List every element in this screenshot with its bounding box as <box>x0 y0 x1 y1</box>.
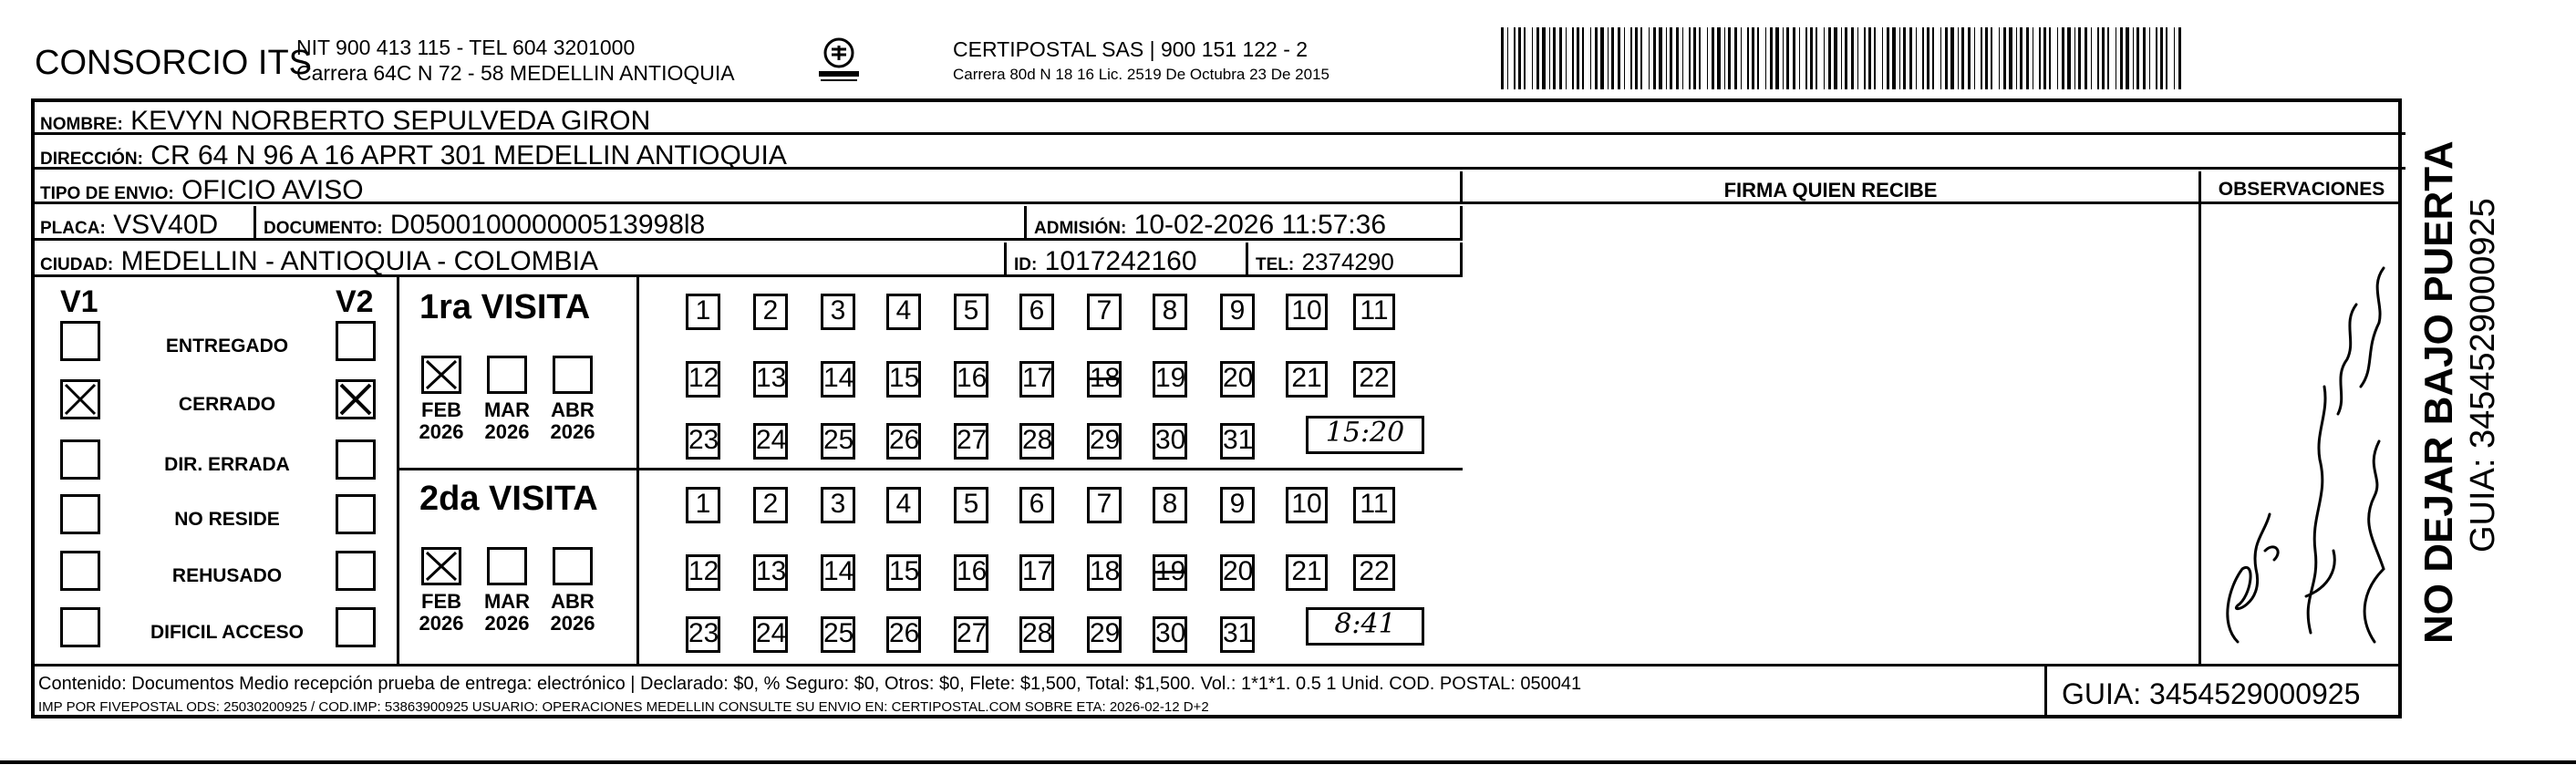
direccion-value: CR 64 N 96 A 16 APRT 301 MEDELLIN ANTIOQUIA <box>150 140 787 170</box>
day-box[interactable]: 16 <box>954 361 988 398</box>
status-label: REHUSADO <box>171 565 283 586</box>
day-box[interactable]: 13 <box>753 361 788 398</box>
placa-value: VSV40D <box>113 210 219 240</box>
day-box[interactable]: 2 <box>753 487 788 523</box>
footer-guia: GUIA: 3454529000925 <box>2044 666 2402 718</box>
day-box[interactable]: 31 <box>1220 616 1255 653</box>
day-box[interactable]: 8 <box>1153 487 1187 523</box>
month-checkbox[interactable] <box>487 547 527 585</box>
day-box[interactable]: 1 <box>686 487 720 523</box>
day-box[interactable]: 15 <box>886 361 921 398</box>
day-box[interactable]: 5 <box>954 487 988 523</box>
day-box[interactable]: 15 <box>886 554 921 591</box>
month-label: FEB 2026 <box>419 398 464 443</box>
month-label: MAR 2026 <box>483 590 531 635</box>
day-box[interactable]: 24 <box>753 616 788 653</box>
day-box[interactable]: 4 <box>886 487 921 523</box>
day-box[interactable]: 9 <box>1220 294 1255 330</box>
day-box[interactable]: 29 <box>1087 423 1122 460</box>
v1-label: V1 <box>60 284 98 319</box>
month-checkbox[interactable] <box>487 356 527 394</box>
day-box[interactable]: 6 <box>1019 294 1054 330</box>
month-checkbox[interactable] <box>553 547 593 585</box>
month-label: MAR 2026 <box>483 398 531 443</box>
day-box[interactable]: 21 <box>1286 554 1328 591</box>
first-visit-time: 15:20 <box>1306 416 1424 454</box>
day-box[interactable]: 24 <box>753 423 788 460</box>
day-box[interactable]: 31 <box>1220 423 1255 460</box>
day-box[interactable]: 1 <box>686 294 720 330</box>
day-box[interactable]: 19 <box>1153 554 1187 591</box>
barcode <box>1501 27 2183 89</box>
day-box[interactable]: 9 <box>1220 487 1255 523</box>
day-box[interactable]: 13 <box>753 554 788 591</box>
day-box[interactable]: 30 <box>1153 423 1187 460</box>
day-box[interactable]: 25 <box>821 423 855 460</box>
day-box[interactable]: 11 <box>1353 294 1395 330</box>
day-box[interactable]: 17 <box>1019 554 1054 591</box>
v2-checkbox[interactable] <box>336 321 376 361</box>
status-label: ENTREGADO <box>165 336 289 356</box>
day-box[interactable]: 5 <box>954 294 988 330</box>
imp-text: IMP POR FIVEPOSTAL ODS: 25030200925 / COD.IMP: 53863900925 USUARIO: OPERACIONES MEDELLIN CONSULTE SU ENVIO EN: CERTIPOSTAL.COM SOBRE ETA: 2026-02-12 D+2 <box>38 699 1209 715</box>
day-box[interactable]: 29 <box>1087 616 1122 653</box>
contenido-text: Contenido: Documentos Medio recepción prueba de entrega: electrónico | Declarado: $0, % Seguro: $0, Otros: $0, Flete: $1,500, Total: $1,500. Vol.: 1*1*1. 0.5 1 Unid. COD. POSTAL: 050041 <box>38 674 1582 694</box>
day-box[interactable]: 18 <box>1087 361 1122 398</box>
day-box[interactable]: 4 <box>886 294 921 330</box>
carrier-address: Carrera 80d N 18 16 Lic. 2519 De Octubra 23 De 2015 <box>953 66 1329 83</box>
day-box[interactable]: 17 <box>1019 361 1054 398</box>
company-name: CONSORCIO ITS <box>35 44 313 82</box>
day-box[interactable]: 22 <box>1353 361 1395 398</box>
day-box[interactable]: 3 <box>821 487 855 523</box>
month-checkbox[interactable] <box>553 356 593 394</box>
day-box[interactable]: 10 <box>1286 294 1328 330</box>
day-box[interactable]: 27 <box>954 423 988 460</box>
day-box[interactable]: 20 <box>1220 361 1255 398</box>
observaciones-area <box>2201 204 2402 664</box>
documento-value: D050010000000513998l8 <box>389 210 706 240</box>
v1-checkbox[interactable] <box>60 379 100 419</box>
tipo-row: TIPO DE ENVIO: OFICIO AVISO <box>35 171 1463 204</box>
day-box[interactable]: 23 <box>686 423 720 460</box>
tel-value: 2374290 <box>1301 248 1394 275</box>
v2-label: V2 <box>336 284 374 319</box>
day-box[interactable]: 2 <box>753 294 788 330</box>
day-box[interactable]: 7 <box>1087 487 1122 523</box>
month-checkbox[interactable] <box>421 356 461 394</box>
status-label: NO RESIDE <box>174 509 280 530</box>
day-box[interactable]: 28 <box>1019 616 1054 653</box>
month-label: FEB 2026 <box>419 590 464 635</box>
status-column <box>35 277 399 664</box>
day-box[interactable]: 21 <box>1286 361 1328 398</box>
second-visit-time: 8:41 <box>1306 607 1424 646</box>
day-box[interactable]: 14 <box>821 361 855 398</box>
day-box[interactable]: 8 <box>1153 294 1187 330</box>
nombre-row: NOMBRE: KEVYN NORBERTO SEPULVEDA GIRON <box>35 102 2405 135</box>
ciudad-value: MEDELLIN - ANTIOQUIA - COLOMBIA <box>120 246 598 276</box>
month-label: ABR 2026 <box>550 590 595 635</box>
placa-row: PLACA: VSV40D DOCUMENTO: D050010000000513998l8 ADMISIÓN: 10-02-2026 11:57:36 <box>35 206 1463 241</box>
day-box[interactable]: 10 <box>1286 487 1328 523</box>
nit-line: NIT 900 413 115 - TEL 604 3201000 <box>296 36 636 59</box>
day-box[interactable]: 27 <box>954 616 988 653</box>
side-guia: GUIA: 3454529000925 <box>2464 198 2502 553</box>
status-label: CERRADO <box>178 394 276 415</box>
bottom-rule <box>0 760 2576 764</box>
day-box[interactable]: 3 <box>821 294 855 330</box>
status-label: DIFICIL ACCESO <box>150 622 304 643</box>
firma-header: FIRMA QUIEN RECIBE <box>1463 171 2201 204</box>
v1-checkbox[interactable] <box>60 607 100 647</box>
id-value: 1017242160 <box>1044 246 1197 276</box>
v2-checkbox[interactable] <box>336 551 376 591</box>
carrier-info <box>953 36 1329 88</box>
carrier-line: CERTIPOSTAL SAS | 900 151 122 - 2 <box>953 37 1309 61</box>
nombre-value: KEVYN NORBERTO SEPULVEDA GIRON <box>130 106 651 136</box>
day-box[interactable]: 19 <box>1153 361 1187 398</box>
v2-checkbox[interactable] <box>336 494 376 534</box>
company-info <box>296 35 735 86</box>
day-box[interactable]: 11 <box>1353 487 1395 523</box>
day-box[interactable]: 7 <box>1087 294 1122 330</box>
day-box[interactable]: 26 <box>886 616 921 653</box>
day-box[interactable]: 26 <box>886 423 921 460</box>
day-box[interactable]: 22 <box>1353 554 1395 591</box>
day-box[interactable]: 12 <box>686 554 720 591</box>
first-visit-title: 1ra VISITA <box>419 288 591 326</box>
day-box[interactable]: 30 <box>1153 616 1187 653</box>
v2-checkbox[interactable] <box>336 607 376 647</box>
v1-checkbox[interactable] <box>60 551 100 591</box>
firma-area <box>1463 204 2201 664</box>
day-box[interactable]: 18 <box>1087 554 1122 591</box>
day-box[interactable]: 12 <box>686 361 720 398</box>
day-box[interactable]: 25 <box>821 616 855 653</box>
day-box[interactable]: 28 <box>1019 423 1054 460</box>
day-box[interactable]: 14 <box>821 554 855 591</box>
observaciones-header: OBSERVACIONES <box>2201 171 2402 204</box>
admision-value: 10-02-2026 11:57:36 <box>1133 210 1387 240</box>
tipo-value: OFICIO AVISO <box>181 175 364 205</box>
v1-checkbox[interactable] <box>60 321 100 361</box>
side-warning: NO DEJAR BAJO PUERTA <box>2416 140 2461 644</box>
v2-checkbox[interactable] <box>336 439 376 480</box>
company-address: Carrera 64C N 72 - 58 MEDELLIN ANTIOQUIA <box>296 61 735 85</box>
day-box[interactable]: 23 <box>686 616 720 653</box>
ciudad-row: CIUDAD: MEDELLIN - ANTIOQUIA - COLOMBIA ID: 1017242160 TEL: 2374290 <box>35 243 1463 277</box>
footer <box>31 664 2402 718</box>
certipostal-logo <box>812 33 866 88</box>
month-label: ABR 2026 <box>550 398 595 443</box>
v1-checkbox[interactable] <box>60 439 100 480</box>
day-box[interactable]: 16 <box>954 554 988 591</box>
direccion-row: DIRECCIÓN: CR 64 N 96 A 16 APRT 301 MEDELLIN ANTIOQUIA <box>35 137 2405 170</box>
day-box[interactable]: 6 <box>1019 487 1054 523</box>
second-visit-title: 2da VISITA <box>419 480 598 518</box>
status-label: DIR. ERRADA <box>164 454 290 475</box>
month-checkbox[interactable] <box>421 547 461 585</box>
v2-checkbox[interactable] <box>336 379 376 419</box>
day-box[interactable]: 20 <box>1220 554 1255 591</box>
months-divider <box>636 277 639 664</box>
v1-checkbox[interactable] <box>60 494 100 534</box>
